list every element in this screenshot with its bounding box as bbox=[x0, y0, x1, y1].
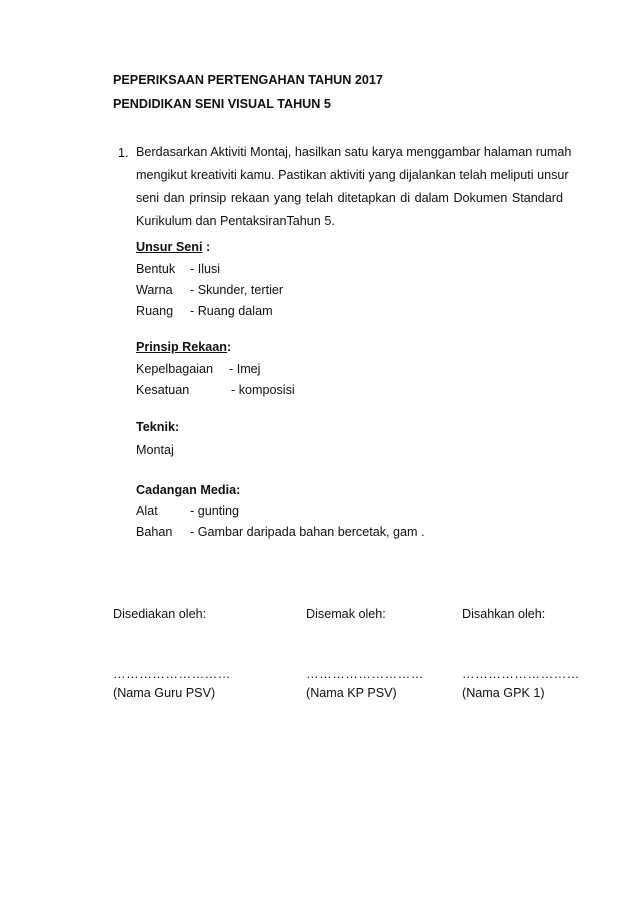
prinsip-rekaan-suffix: : bbox=[227, 340, 232, 354]
signature-name-prepared: (Nama Guru PSV) bbox=[113, 686, 216, 700]
signature-role-prepared: Disediakan oleh: bbox=[113, 607, 207, 621]
signature-name-approved: (Nama GPK 1) bbox=[462, 686, 545, 700]
media-value: - Gambar daripada bahan bercetak, gam . bbox=[190, 525, 425, 539]
media-label: Bahan bbox=[136, 525, 173, 539]
unsur-label: Bentuk bbox=[136, 262, 176, 276]
media-value: - gunting bbox=[190, 504, 240, 518]
prinsip-label: Kepelbagaian bbox=[136, 362, 214, 376]
subject-title: PENDIDIKAN SENI VISUAL TAHUN 5 bbox=[113, 97, 331, 111]
unsur-value: - Skunder, tertier bbox=[190, 283, 284, 297]
media-label: Alat bbox=[136, 504, 158, 518]
cadangan-media-heading: Cadangan Media: bbox=[136, 483, 241, 497]
question-line: Kurikulum dan PentaksiranTahun 5. bbox=[136, 214, 335, 228]
prinsip-rekaan-title: Prinsip Rekaan bbox=[136, 340, 227, 354]
signature-role-checked: Disemak oleh: bbox=[306, 607, 386, 621]
question-line: Berdasarkan Aktiviti Montaj, hasilkan satu karya menggambar halaman rumah bbox=[136, 145, 572, 159]
unsur-seni-heading bbox=[136, 240, 210, 254]
question-line: seni dan prinsip rekaan yang telah ditetapkan di dalam Dokumen Standard bbox=[136, 191, 563, 205]
signature-role-approved: Disahkan oleh: bbox=[462, 607, 546, 621]
unsur-seni-suffix: : bbox=[202, 240, 211, 254]
signature-line-checked: ……………………… bbox=[306, 667, 424, 681]
unsur-label: Warna bbox=[136, 283, 173, 297]
teknik-value: Montaj bbox=[136, 443, 174, 457]
prinsip-value: - Imej bbox=[229, 362, 261, 376]
signature-line-prepared: ……………………… bbox=[113, 667, 231, 681]
question-line: mengikut kreativiti kamu. Pastikan aktiviti yang dijalankan telah meliputi unsur bbox=[136, 168, 569, 182]
signature-line-approved: ……………………… bbox=[462, 667, 580, 681]
prinsip-value: - komposisi bbox=[231, 383, 295, 397]
prinsip-rekaan-heading bbox=[136, 340, 231, 354]
question-number: 1. bbox=[118, 146, 129, 160]
unsur-seni-title: Unsur Seni bbox=[136, 240, 203, 254]
teknik-heading: Teknik: bbox=[136, 420, 180, 434]
unsur-value: - Ruang dalam bbox=[190, 304, 273, 318]
unsur-label: Ruang bbox=[136, 304, 174, 318]
signature-name-checked: (Nama KP PSV) bbox=[306, 686, 397, 700]
question-text bbox=[136, 141, 572, 233]
unsur-value: - Ilusi bbox=[190, 262, 221, 276]
prinsip-label: Kesatuan bbox=[136, 383, 190, 397]
exam-title: PEPERIKSAAN PERTENGAHAN TAHUN 2017 bbox=[113, 73, 383, 87]
